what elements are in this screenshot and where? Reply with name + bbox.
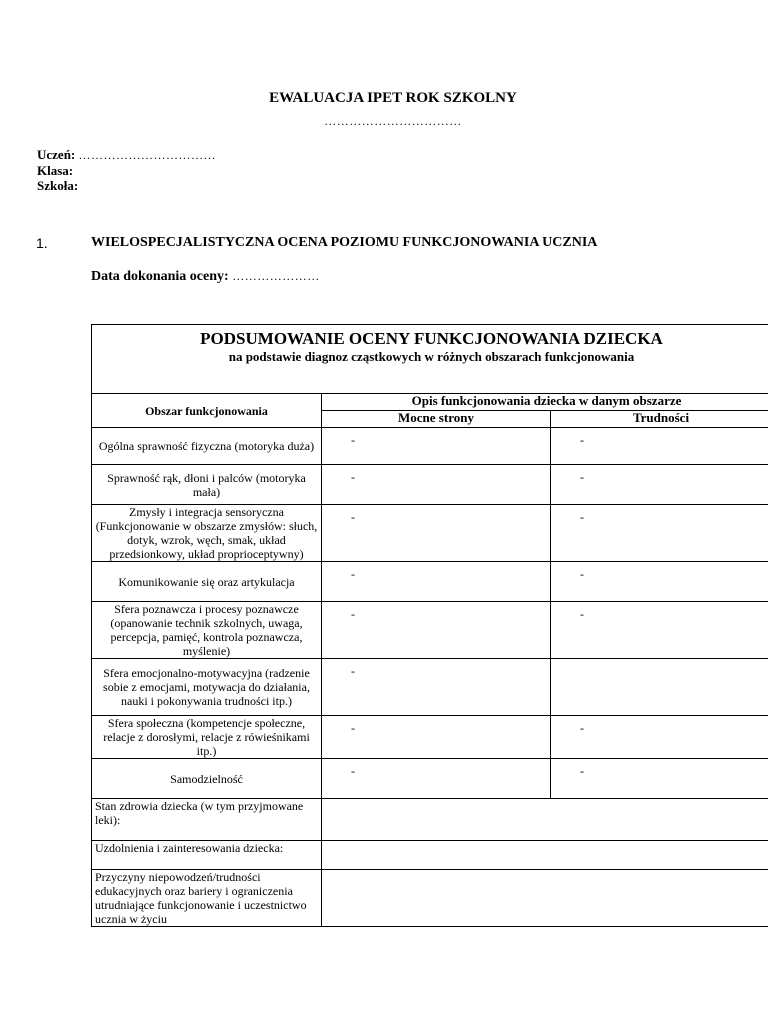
- strengths-cell: -: [322, 716, 551, 759]
- difficulties-cell: -: [551, 759, 768, 799]
- difficulties-cell: -: [551, 602, 768, 659]
- date-line: [91, 269, 320, 285]
- strengths-cell: -: [322, 428, 551, 465]
- difficulties-cell: [551, 659, 768, 716]
- barriers-label: Przyczyny niepowodzeń/trudności edukacyjnych oraz bariery i ograniczenia utrudniające funkcjonowanie i uczestnictwo ucznia w życiu: [92, 870, 322, 927]
- area-cell: Samodzielność: [92, 759, 322, 799]
- difficulties-cell: -: [551, 465, 768, 505]
- strengths-cell: -: [322, 659, 551, 716]
- student-label: Uczeń:: [37, 147, 76, 162]
- difficulties-cell: -: [551, 716, 768, 759]
- summary-table: [91, 324, 768, 927]
- table-title: PODSUMOWANIE OCENY FUNKCJONOWANIA DZIECKA: [200, 329, 663, 348]
- student-line: [37, 147, 216, 163]
- barriers-value: [322, 870, 768, 927]
- area-cell: Zmysły i integracja sensoryczna (Funkcjonowanie w obszarze zmysłów: słuch, dotyk, wzrok, węch, smak, układ przedsionkowy, układ proprioceptywny): [92, 505, 322, 562]
- table-row: [92, 659, 768, 716]
- table-row: [92, 562, 768, 602]
- table-header: [92, 325, 768, 394]
- table-row: [92, 841, 768, 870]
- student-dots: ……………………………: [78, 148, 217, 162]
- section-title: WIELOSPECJALISTYCZNA OCENA POZIOMU FUNKCJONOWANIA UCZNIA: [91, 235, 598, 250]
- section-number: 1.: [36, 235, 48, 251]
- class-label: Klasa:: [37, 163, 74, 178]
- talents-value: [322, 841, 768, 870]
- table-row: [92, 716, 768, 759]
- table-row: [92, 505, 768, 562]
- student-info: [37, 147, 216, 193]
- col-description-header: Opis funkcjonowania dziecka w danym obszarze: [322, 394, 768, 411]
- strengths-cell: -: [322, 562, 551, 602]
- table-row: [92, 870, 768, 927]
- document-title: EWALUACJA IPET ROK SZKOLNY: [269, 90, 517, 106]
- date-label: Data dokonania oceny:: [91, 269, 229, 284]
- table-row: [92, 465, 768, 505]
- difficulties-cell: -: [551, 505, 768, 562]
- health-label: Stan zdrowia dziecka (w tym przyjmowane leki):: [92, 799, 322, 841]
- table-row: [92, 602, 768, 659]
- area-cell: Sfera emocjonalno-motywacyjna (radzenie sobie z emocjami, motywacja do działania, nauki i pokonywania trudności itp.): [92, 659, 322, 716]
- difficulties-cell: -: [551, 428, 768, 465]
- difficulties-cell: -: [551, 562, 768, 602]
- strengths-cell: -: [322, 465, 551, 505]
- col-difficulties-header: Trudności: [551, 411, 768, 428]
- table-row: [92, 428, 768, 465]
- title-dots: ……………………………: [324, 114, 462, 128]
- col-strengths-header: Mocne strony: [322, 411, 551, 428]
- strengths-cell: -: [322, 602, 551, 659]
- area-cell: Sfera społeczna (kompetencje społeczne, relacje z dorosłymi, relacje z rówieśnikami itp.): [92, 716, 322, 759]
- date-dots: …………………: [232, 269, 320, 283]
- table-row: [92, 759, 768, 799]
- area-cell: Komunikowanie się oraz artykulacja: [92, 562, 322, 602]
- talents-label: Uzdolnienia i zainteresowania dziecka:: [92, 841, 322, 870]
- area-cell: Ogólna sprawność fizyczna (motoryka duża): [92, 428, 322, 465]
- health-value: [322, 799, 768, 841]
- table-subtitle: na podstawie diagnoz cząstkowych w różnych obszarach funkcjonowania: [228, 349, 635, 364]
- table-row: [92, 799, 768, 841]
- col-area-header: Obszar funkcjonowania: [92, 394, 322, 428]
- school-label: Szkoła:: [37, 178, 79, 193]
- area-cell: Sfera poznawcza i procesy poznawcze (opanowanie technik szkolnych, uwaga, percepcja, pamięć, kontrola poznawcza, myślenie): [92, 602, 322, 659]
- strengths-cell: -: [322, 759, 551, 799]
- strengths-cell: -: [322, 505, 551, 562]
- area-cell: Sprawność rąk, dłoni i palców (motoryka mała): [92, 465, 322, 505]
